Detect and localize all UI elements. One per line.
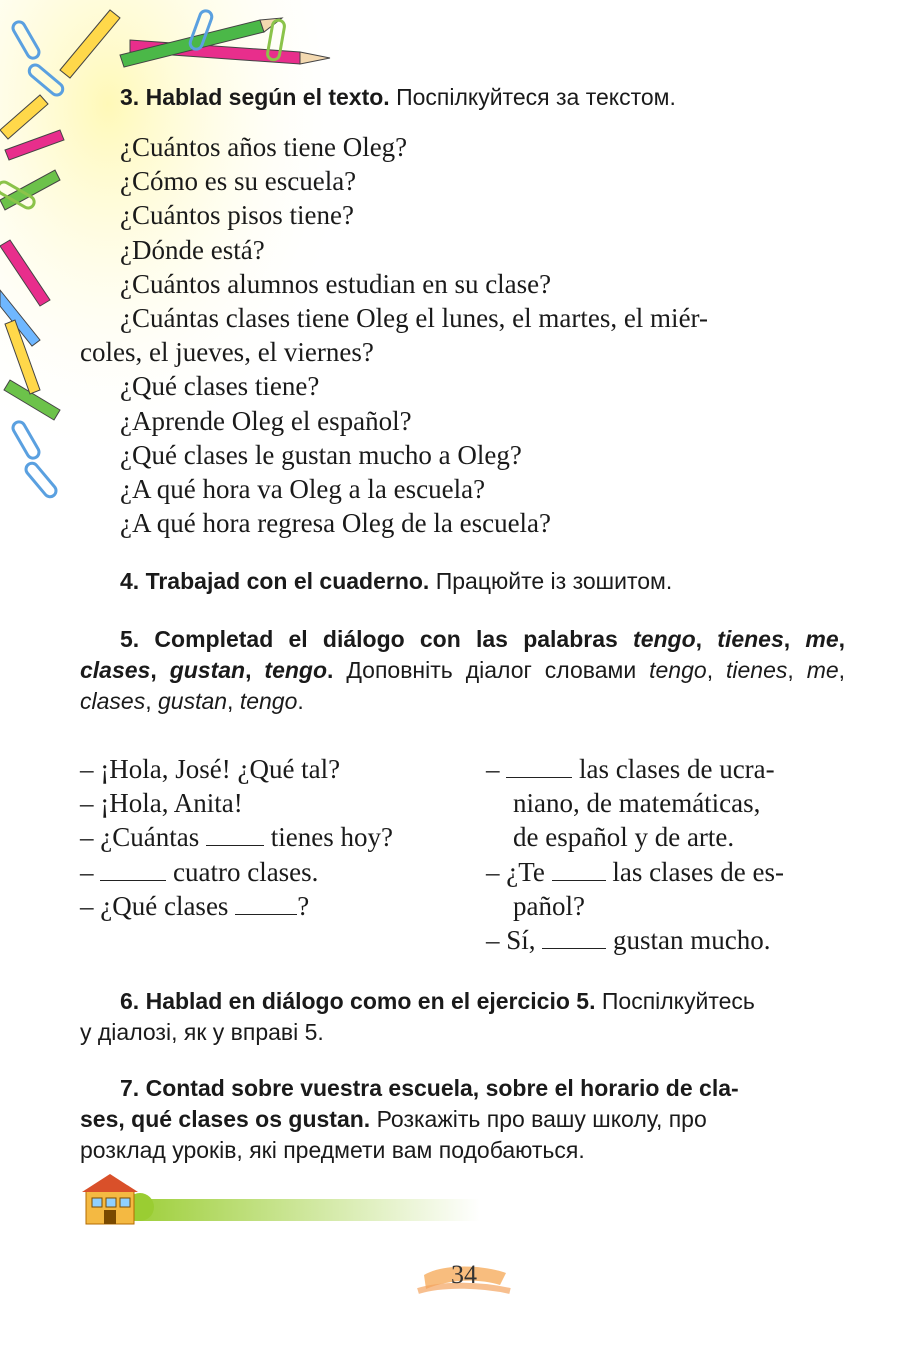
word: tengo xyxy=(649,657,707,683)
task-4-heading xyxy=(80,566,885,597)
task-number: 7. xyxy=(120,1075,140,1101)
question-line: ¿Qué clases le gustan mucho a Oleg? xyxy=(120,439,522,470)
task-title-uk: Поспілкуйтеся за текстом. xyxy=(396,84,676,110)
dialog-text: gustan mucho. xyxy=(613,925,771,956)
question-line: coles, el jueves, el viernes? xyxy=(80,337,374,368)
dialog-text: – xyxy=(486,754,500,784)
task-title-uk: Розкажіть про вашу школу, про xyxy=(376,1106,707,1132)
answer-blank[interactable] xyxy=(506,753,572,778)
dialog-right-column xyxy=(486,752,846,957)
word: gustan xyxy=(169,657,246,683)
dialog-text: las clases de ucra- xyxy=(579,754,775,784)
dialog-line xyxy=(80,752,460,786)
question-line: ¿Cuántos años tiene Oleg? xyxy=(120,132,408,162)
dialog-text: – ¿Te xyxy=(486,856,545,887)
answer-blank[interactable] xyxy=(100,855,166,880)
task-title-es: Hablad en diálogo como en el ejercicio 5. xyxy=(145,988,596,1014)
answer-blank[interactable] xyxy=(542,924,606,949)
dialog-text: – ¿Cuántas xyxy=(80,822,200,853)
task-title-es: ses, qué clases os gustan. xyxy=(80,1106,371,1132)
task-title-es: Contad sobre vuestra escuela, sobre el horario de cla- xyxy=(145,1075,739,1101)
word: clases xyxy=(80,688,146,714)
dialog-text: – xyxy=(80,856,94,887)
task-title-uk: Працюйте із зошитом. xyxy=(435,568,673,594)
word: clases xyxy=(80,657,151,683)
answer-blank[interactable] xyxy=(552,855,606,880)
question-line: ¿A qué hora regresa Oleg de la escuela? xyxy=(120,508,552,539)
question-line: ¿Cómo es su escuela? xyxy=(120,166,357,197)
dialog-line xyxy=(80,855,460,889)
question-line: ¿Cuántas clases tiene Oleg el lunes, el martes, el miér- xyxy=(120,303,708,334)
dialog-line xyxy=(486,889,846,923)
dialog-text: ? xyxy=(297,890,310,921)
dialog-text: – ¡Hola, José! ¿Qué tal? xyxy=(80,754,341,784)
question-line: ¿Cuántos pisos tiene? xyxy=(120,200,354,231)
question-line: ¿A qué hora va Oleg a la escuela? xyxy=(120,474,486,505)
house-icon xyxy=(80,1172,160,1228)
word: me xyxy=(806,657,839,683)
task-title-es: Completad el diálogo con las palabras xyxy=(154,626,618,652)
question-line: ¿Dónde está? xyxy=(120,234,265,265)
task-number: 5. xyxy=(120,626,140,652)
dialog-text: – Sí, xyxy=(486,925,536,956)
dialog-text: – ¿Qué clases xyxy=(80,890,229,921)
task-title-es: Trabajad con el cuaderno. xyxy=(145,568,430,594)
task-title-es: Hablad según el texto. xyxy=(145,84,390,110)
word: tienes xyxy=(717,626,784,652)
word: tengo xyxy=(239,688,298,714)
word: tienes xyxy=(726,657,788,683)
page-number xyxy=(414,1255,514,1305)
task-title-uk: у діалозі, як у вправі 5. xyxy=(80,1019,324,1045)
dialog-left-column xyxy=(80,752,460,923)
task-7-heading xyxy=(80,1073,845,1166)
word: tengo xyxy=(264,657,328,683)
task-5-heading: 5. Completad el diálogo con las palabras tengo, tienes, me, clases, gustan, tengo. Доповніть діалог словами tengo, tienes, me, clases, gustan, tengo. xyxy=(80,626,846,714)
dialog-text: tienes hoy? xyxy=(270,822,393,853)
task-3-heading xyxy=(80,82,885,113)
task-number: 6. xyxy=(120,988,140,1014)
dialog-text: pañol? xyxy=(513,890,585,921)
task-number: 4. xyxy=(120,568,140,594)
task-6-heading xyxy=(80,986,845,1048)
answer-blank[interactable] xyxy=(235,890,297,915)
dialog-line xyxy=(486,820,846,854)
word: me xyxy=(805,626,839,652)
task-title-uk: Доповніть діалог словами xyxy=(346,657,637,683)
task-title-uk: Поспілкуйтесь xyxy=(601,988,755,1014)
dialog-text: las clases de es- xyxy=(612,856,785,887)
dialog-text: – ¡Hola, Anita! xyxy=(80,788,243,819)
word: gustan xyxy=(157,688,228,714)
task-title-uk: розклад уроків, які предмети вам подобаються. xyxy=(80,1137,585,1163)
dialog-text: niano, de matemáticas, xyxy=(513,788,761,819)
dialog-line xyxy=(486,752,846,786)
task-number: 3. xyxy=(120,84,140,110)
question-line: ¿Qué clases tiene? xyxy=(120,371,320,402)
dialog-line xyxy=(80,820,460,854)
answer-blank[interactable] xyxy=(206,821,264,846)
dialog-line xyxy=(486,786,846,820)
dialog-line xyxy=(486,923,846,957)
question-list xyxy=(80,130,845,540)
question-line: ¿Aprende Oleg el español? xyxy=(120,405,412,436)
page-number-text: 34 xyxy=(451,1260,477,1289)
dialog-line xyxy=(80,889,460,923)
question-line: ¿Cuántos alumnos estudian en su clase? xyxy=(120,268,552,299)
dialog-line xyxy=(80,786,460,820)
word: tengo xyxy=(633,626,696,652)
dialog-line xyxy=(486,855,846,889)
dialog-text: de español y de arte. xyxy=(513,822,735,853)
dialog-text: cuatro clases. xyxy=(173,856,319,887)
